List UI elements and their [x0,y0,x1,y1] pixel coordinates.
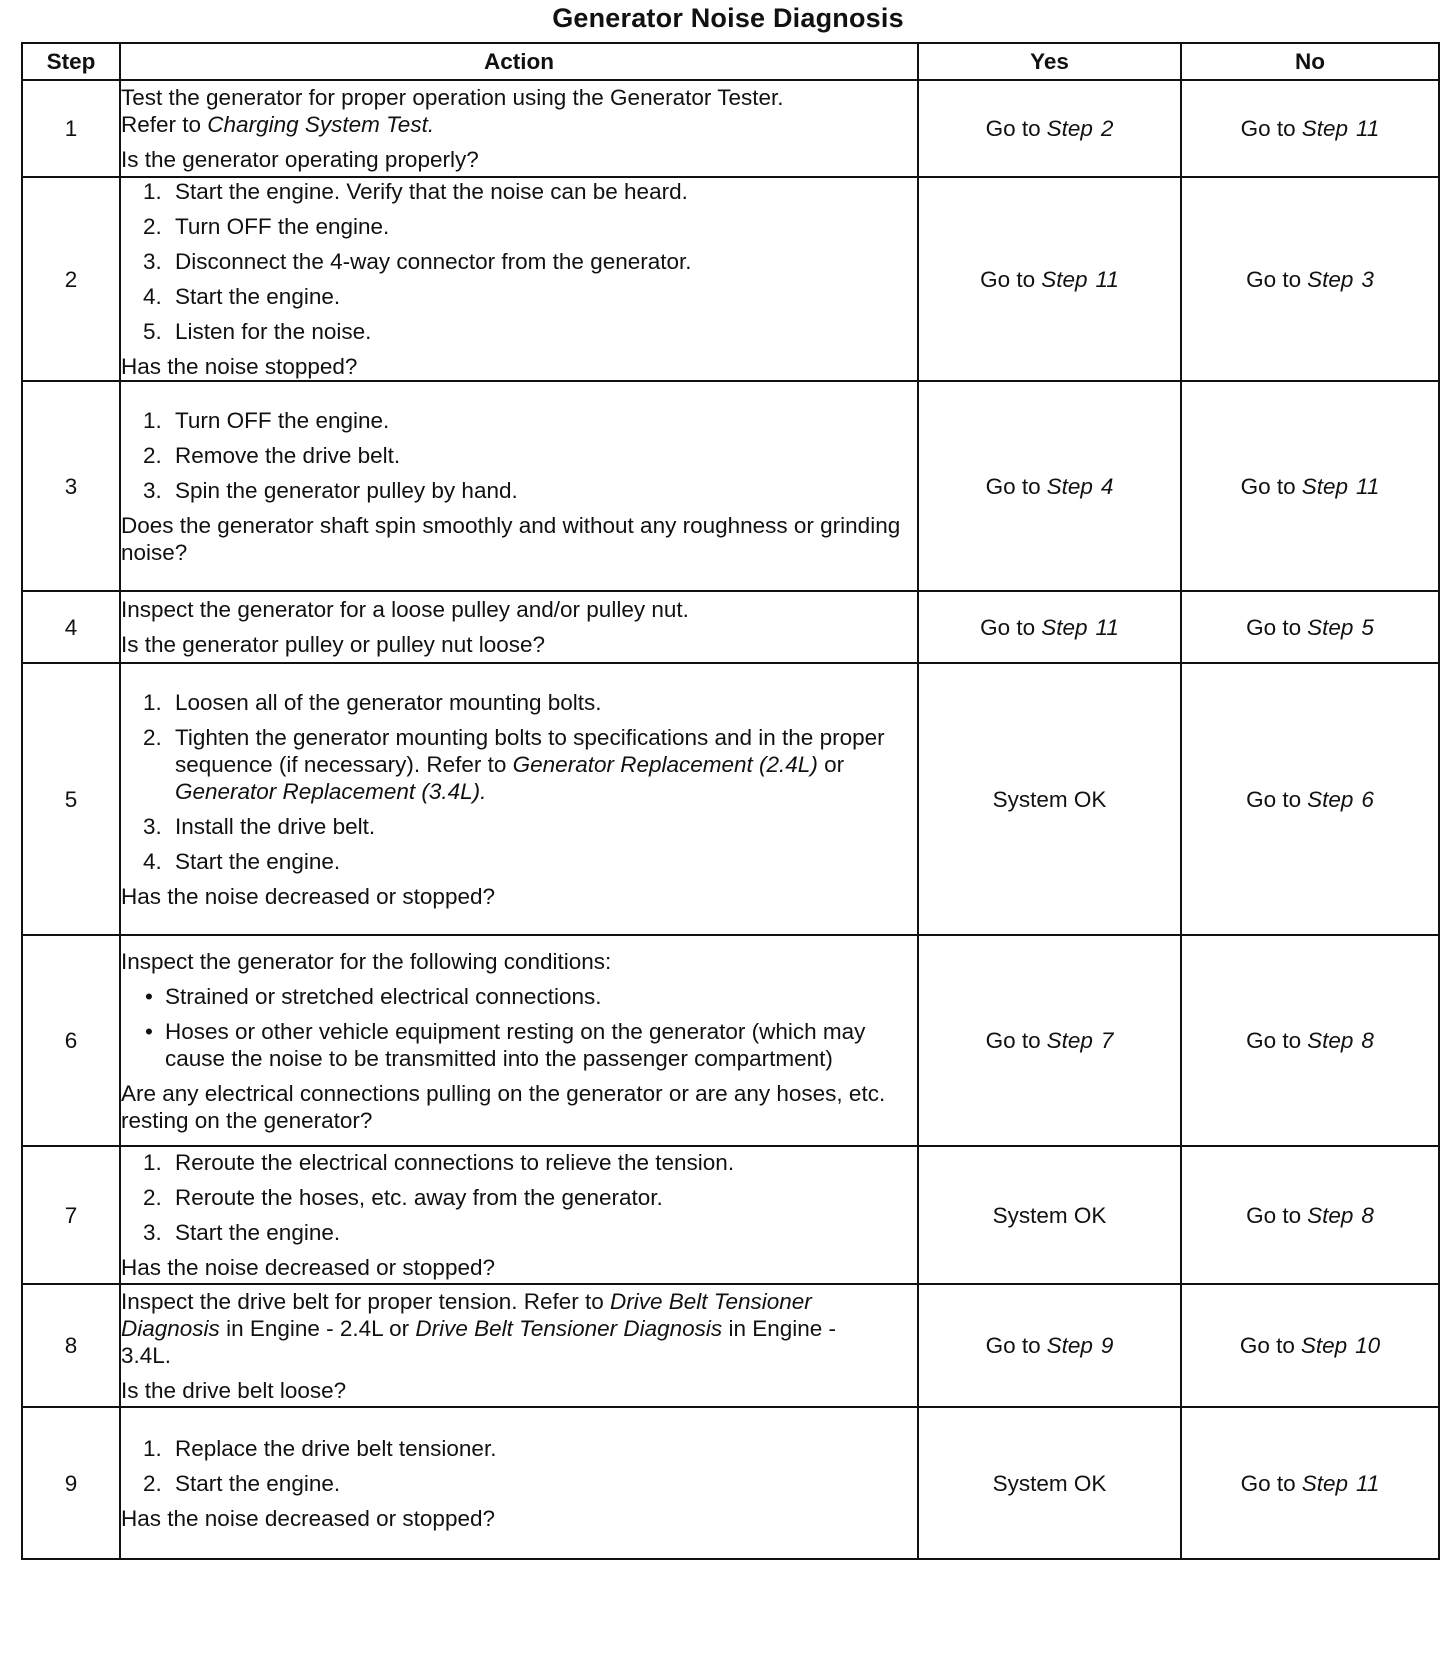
reference-link[interactable]: Generator Replacement (3.4L). [175,778,487,804]
question-text: Are any electrical connections pulling on the generator or are any hoses, etc. resting on the generator? [121,1080,886,1133]
question-text: Has the noise decreased or stopped? [121,883,495,909]
yes-result: Go to Step 9 [918,1284,1181,1407]
question-text: Has the noise decreased or stopped? [121,1255,495,1280]
numbered-item: 1. Start the engine. Verify that the noise can be heard. [143,179,688,204]
step-link[interactable]: 11 [1095,614,1119,640]
action-text: Refer to Charging System Test. [121,112,435,137]
numbered-item: 5. Listen for the noise. [143,319,372,344]
question-text: Is the generator operating properly? [121,147,479,172]
no-result: Go to Step 11 [1181,381,1439,591]
table-row [22,80,1439,177]
action-cell [120,591,918,663]
no-result: Go to Step 5 [1181,591,1439,663]
no-result: Go to Step 8 [1181,1146,1439,1284]
numbered-item: 2. Start the engine. [143,1470,341,1496]
yes-result: Go to Step 4 [918,381,1181,591]
numbered-item: 2. Turn OFF the engine. [143,214,390,239]
action-cell [120,1284,918,1407]
header-action: Action [120,43,918,80]
step-number: 7 [22,1146,120,1284]
action-cell [120,1407,918,1559]
table-header-row [22,43,1439,80]
reference-link[interactable]: Charging System Test. [207,112,435,137]
action-cell [120,80,918,177]
step-link[interactable]: 11 [1095,266,1119,292]
table-row [22,663,1439,935]
step-link[interactable]: 10 [1355,1333,1381,1358]
action-text: Inspect the generator for the following conditions: [121,948,612,974]
yes-result: Go to Step 11 [918,177,1181,381]
numbered-item: 4. Start the engine. [143,848,341,874]
step-link[interactable]: 6 [1361,786,1374,812]
step-link[interactable]: 8 [1361,1028,1374,1053]
step-link[interactable]: 5 [1361,614,1374,640]
step-number: 8 [22,1284,120,1407]
question-text: Has the noise decreased or stopped? [121,1505,495,1531]
table-row [22,1146,1439,1284]
reference-link[interactable]: Drive Belt Tensioner Diagnosis [121,1288,812,1341]
question-text: Is the drive belt loose? [121,1377,347,1403]
numbered-item: 4. Start the engine. [143,284,341,309]
action-text: Inspect the generator for a loose pulley and/or pulley nut. [121,597,689,622]
step-link[interactable]: 11 [1355,473,1380,499]
bullet-item: • Hoses or other vehicle equipment resting on the generator (which may cause the noise to be transmitted into the passenger compartment) [145,1018,866,1071]
action-cell [120,1146,918,1284]
no-result: Go to Step 11 [1181,80,1439,177]
action-cell [120,177,918,381]
yes-result: Go to Step 7 [918,935,1181,1146]
action-cell [120,381,918,591]
step-number: 5 [22,663,120,935]
numbered-item: 1. Turn OFF the engine. [143,407,390,433]
question-text: Has the noise stopped? [121,354,358,379]
table-row [22,1407,1439,1559]
yes-result: System OK [918,1146,1181,1284]
table-row [22,591,1439,663]
step-link[interactable]: 8 [1361,1202,1374,1228]
bullet-item: • Strained or stretched electrical connections. [145,983,602,1009]
no-result: Go to Step 8 [1181,935,1439,1146]
question-text: Does the generator shaft spin smoothly and without any roughness or grinding noise? [121,512,901,565]
yes-result: System OK [918,1407,1181,1559]
yes-result: Go to Step 11 [918,591,1181,663]
step-number: 3 [22,381,120,591]
action-text: Inspect the drive belt for proper tension. Refer to Drive Belt Tensioner Diagnosis in Engine - 2.4L or Drive Belt Tensioner Diagnosis in Engine - 3.4L. [121,1288,837,1368]
no-result: Go to Step 11 [1181,1407,1439,1559]
question-text: Is the generator pulley or pulley nut loose? [121,632,546,657]
no-result: Go to Step 6 [1181,663,1439,935]
numbered-item: 2. Tighten the generator mounting bolts to specifications and in the proper sequence (if necessary). Refer to Generator Replacement (2.4L) or Generator Replacement (3.4L). [143,724,885,804]
page-title: Generator Noise Diagnosis [552,3,904,33]
yes-result: Go to Step 2 [918,80,1181,177]
table-row [22,177,1439,381]
step-link[interactable]: 3 [1361,266,1374,292]
step-number: 6 [22,935,120,1146]
numbered-item: 3. Install the drive belt. [143,813,376,839]
step-link[interactable]: 4 [1100,473,1114,499]
numbered-item: 1. Loosen all of the generator mounting bolts. [143,689,602,715]
numbered-item: 1. Reroute the electrical connections to relieve the tension. [143,1150,735,1175]
step-link[interactable]: 11 [1355,1470,1380,1496]
numbered-item: 2. Reroute the hoses, etc. away from the generator. [143,1185,663,1210]
no-result: Go to Step 3 [1181,177,1439,381]
header-step: Step [22,43,120,80]
diagnosis-table [21,42,1440,1560]
action-cell [120,663,918,935]
action-text: Test the generator for proper operation using the Generator Tester. [121,85,784,110]
step-link[interactable]: 7 [1100,1028,1114,1053]
header-yes: Yes [918,43,1181,80]
table-row [22,1284,1439,1407]
reference-link[interactable]: Drive Belt Tensioner Diagnosis [415,1315,723,1341]
numbered-item: 3. Start the engine. [143,1220,341,1245]
yes-result: System OK [918,663,1181,935]
step-link[interactable]: 9 [1100,1333,1114,1358]
action-cell [120,935,918,1146]
numbered-item: 1. Replace the drive belt tensioner. [143,1435,497,1461]
no-result: Go to Step 10 [1181,1284,1439,1407]
table-row [22,935,1439,1146]
header-no: No [1181,43,1439,80]
numbered-item: 2. Remove the drive belt. [143,442,401,468]
numbered-item: 3. Disconnect the 4-way connector from the generator. [143,249,692,274]
step-number: 4 [22,591,120,663]
step-number: 1 [22,80,120,177]
step-link[interactable]: 2 [1100,116,1114,141]
step-number: 2 [22,177,120,381]
step-link[interactable]: 11 [1355,116,1380,141]
step-number: 9 [22,1407,120,1559]
reference-link[interactable]: Generator Replacement (2.4L) [512,751,818,777]
numbered-item: 3. Spin the generator pulley by hand. [143,477,518,503]
table-row [22,381,1439,591]
